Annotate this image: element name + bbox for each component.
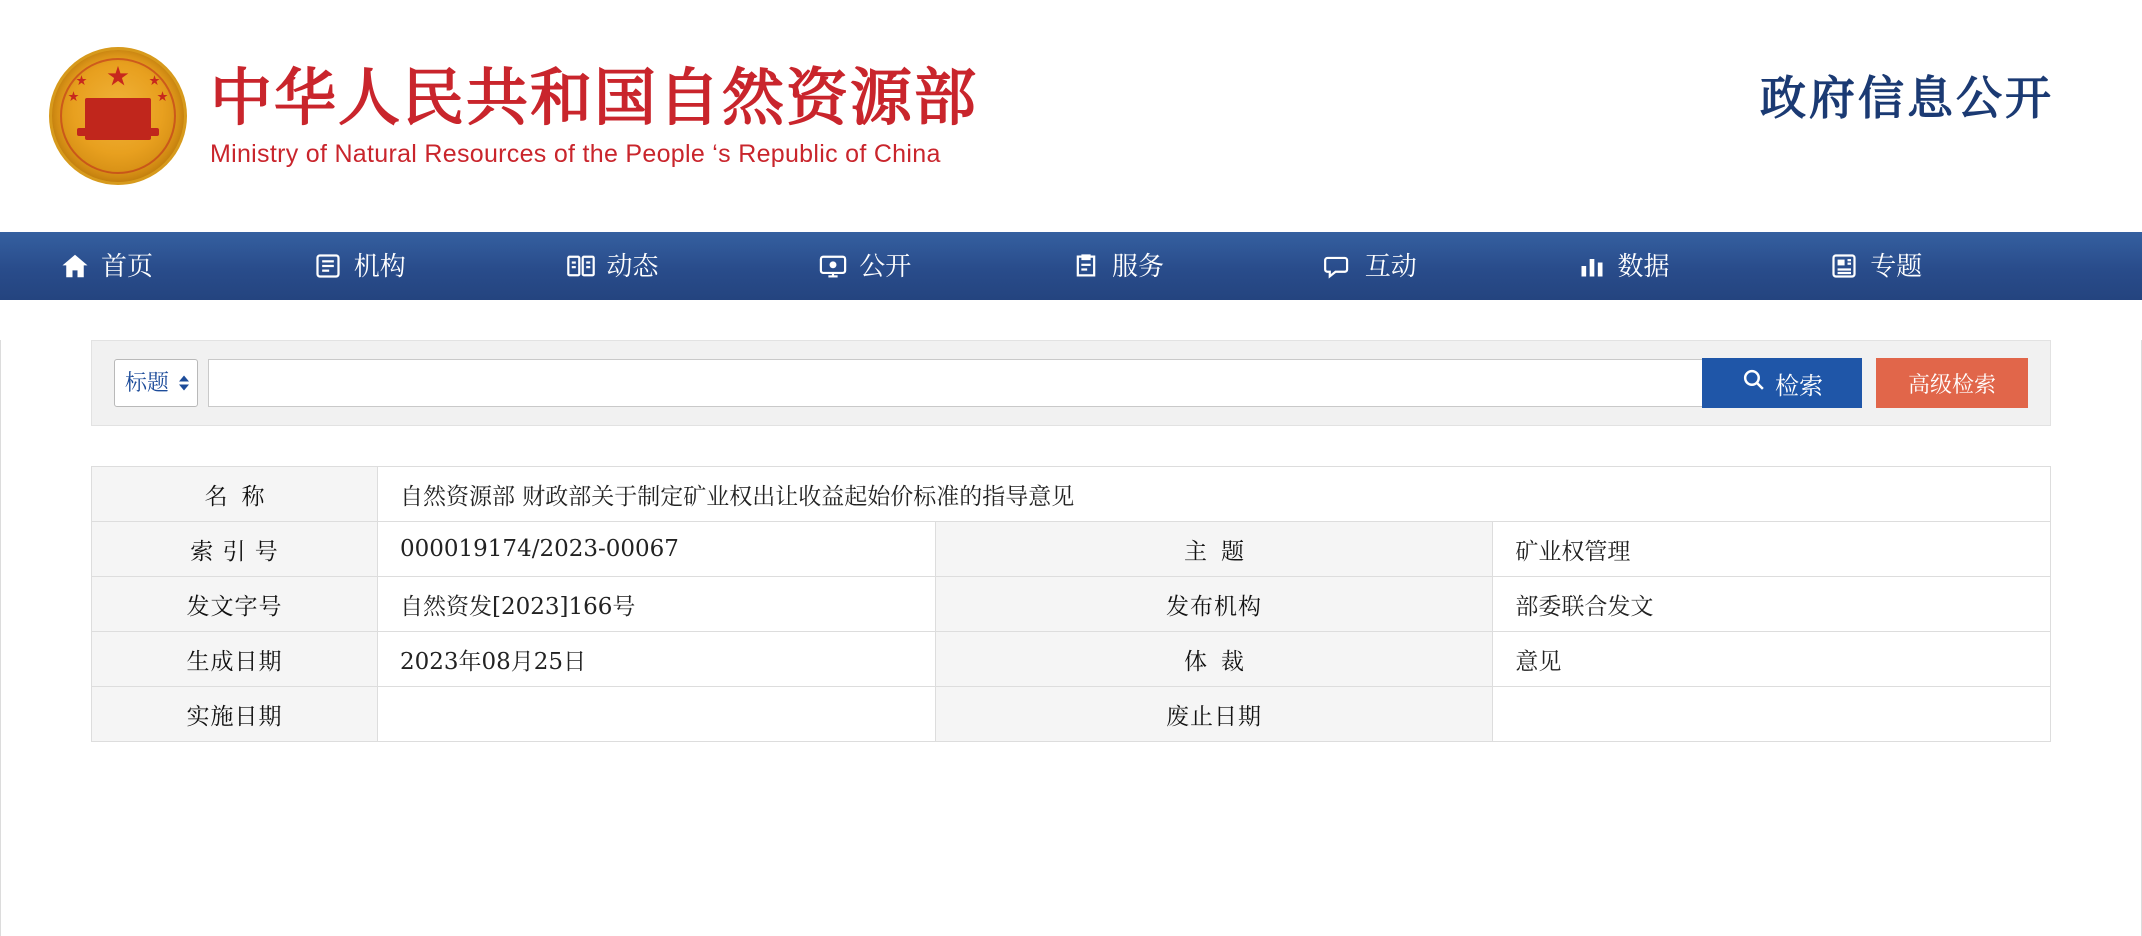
repeal-date-value xyxy=(1493,687,2051,742)
site-header xyxy=(0,0,2142,232)
nav-item-service[interactable] xyxy=(1071,251,1324,281)
nav-item-label: 机构 xyxy=(353,251,406,281)
document-number-value: 自然资发[2023]166号 xyxy=(378,577,936,632)
nav-item-news[interactable] xyxy=(566,251,819,281)
building-icon xyxy=(313,251,343,281)
genre-value: 意见 xyxy=(1493,632,2051,687)
nav-item-label: 专题 xyxy=(1870,251,1923,281)
table-row xyxy=(92,687,2051,742)
creation-date-value: 2023年08月25日 xyxy=(378,632,936,687)
genre-label: 体裁 xyxy=(935,632,1493,687)
search-field-select[interactable] xyxy=(114,359,198,407)
search-button-label: 检索 xyxy=(1775,372,1823,400)
nav-item-label: 公开 xyxy=(859,251,912,281)
issuing-agency-label: 发布机构 xyxy=(935,577,1493,632)
nav-item-label: 服务 xyxy=(1112,251,1165,281)
table-row xyxy=(92,522,2051,577)
site-title-en: Ministry of Natural Resources of the People ‘s Republic of China xyxy=(210,140,941,168)
bar-chart-icon xyxy=(1577,251,1607,281)
subject-value: 矿业权管理 xyxy=(1493,522,2051,577)
search-field-select-value: 标题 xyxy=(125,370,170,395)
nav-item-home[interactable] xyxy=(60,251,313,281)
search-icon xyxy=(1741,367,1766,399)
home-icon xyxy=(60,251,90,281)
nav-item-organization[interactable] xyxy=(313,251,566,281)
page-title: 政府信息公开 xyxy=(1760,71,2054,125)
table-row xyxy=(92,467,2051,522)
site-title-cn: 中华人民共和国自然资源部 xyxy=(210,61,979,134)
clipboard-icon xyxy=(1071,251,1101,281)
main-navigation xyxy=(0,232,2142,300)
nav-item-data[interactable] xyxy=(1577,251,1830,281)
effective-date-label: 实施日期 xyxy=(92,687,378,742)
nav-item-disclosure[interactable] xyxy=(818,251,1071,281)
repeal-date-label: 废止日期 xyxy=(935,687,1493,742)
subject-label: 主题 xyxy=(935,522,1493,577)
table-row xyxy=(92,577,2051,632)
chat-icon xyxy=(1324,251,1354,281)
search-bar xyxy=(91,340,2051,426)
effective-date-value xyxy=(378,687,936,742)
index-number-value: 000019174/2023-00067 xyxy=(378,522,936,577)
nav-item-label: 数据 xyxy=(1617,251,1670,281)
site-title-block xyxy=(210,63,978,169)
monitor-icon xyxy=(818,251,848,281)
nav-item-label: 首页 xyxy=(101,251,154,281)
national-emblem-icon: ★ ★ ★ ★ ★ xyxy=(48,46,188,186)
issuing-agency-value: 部委联合发文 xyxy=(1493,577,2051,632)
nav-item-interaction[interactable] xyxy=(1324,251,1577,281)
nav-item-label: 互动 xyxy=(1364,251,1417,281)
index-number-label: 索 引 号 xyxy=(92,522,378,577)
document-number-label: 发文字号 xyxy=(92,577,378,632)
search-button[interactable] xyxy=(1702,358,1862,408)
name-value: 自然资源部 财政部关于制定矿业权出让收益起始价标准的指导意见 xyxy=(378,467,2051,522)
document-info-table xyxy=(91,466,2051,742)
table-row xyxy=(92,632,2051,687)
creation-date-label: 生成日期 xyxy=(92,632,378,687)
nav-item-topics[interactable] xyxy=(1829,251,2082,281)
nav-item-label: 动态 xyxy=(606,251,659,281)
search-input[interactable] xyxy=(208,359,1702,407)
name-label: 名称 xyxy=(92,467,378,522)
news-icon xyxy=(1829,251,1859,281)
book-icon xyxy=(566,251,596,281)
main-content xyxy=(0,340,2142,936)
advanced-search-button[interactable]: 高级检索 xyxy=(1876,358,2028,408)
chevron-updown-icon xyxy=(179,376,189,391)
